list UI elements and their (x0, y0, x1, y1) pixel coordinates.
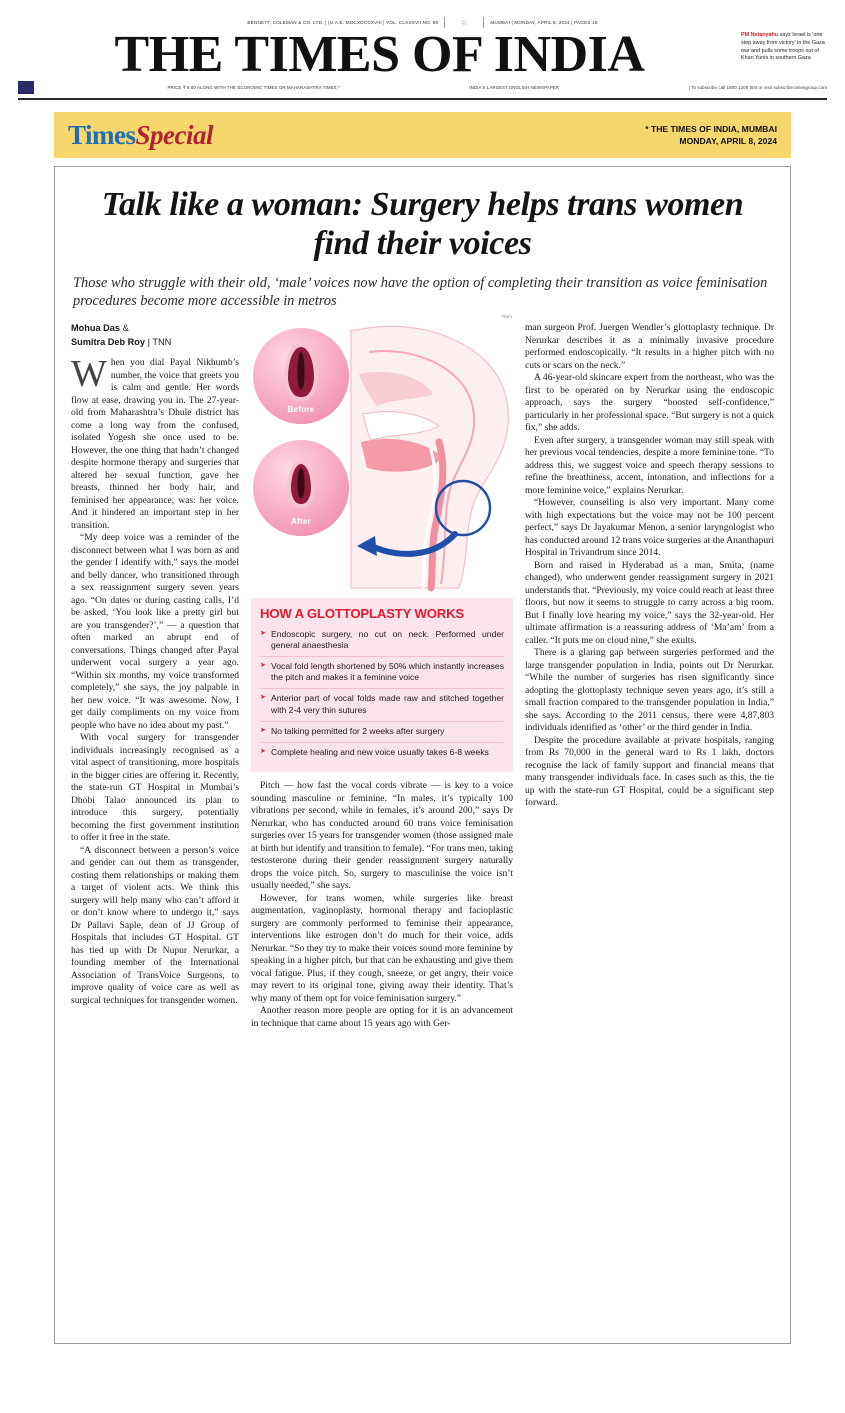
newsflash-text: says Israel is 'one step away from victory' in the Gaza war and pulls some troops out of Khan Yunis in southern Gaza (741, 32, 825, 62)
how-glottoplasty-works-box (251, 598, 513, 772)
paragraph: However, for trans women, while surgeries like breast augmentation, vaginoplasty, hormonal therapy and facioplastic surgery are commonly performed to feminise their appearance, interventions like estrogen don’t do much for their voice, adds Nerurkar. “So they try to make their voices sound more feminine by speaking in a higher pitch, but that can be exhausting and give them vocal fatigue. Plus, if they cough, sneeze, or get angry, their voice may revert to its original tone, giving away their identity. That’s why many of them opt for voice feminisation surgery.” (251, 892, 513, 1004)
vocal-folds-before-panel (253, 328, 349, 424)
vocal-folds-after-panel (253, 440, 349, 536)
times-special-logo-times: Times (68, 119, 136, 150)
article-deck: Those who struggle with their old, ‘male’ voices now have the option of completing their transition as voice feminisation procedures become more accessible in metros (73, 274, 768, 310)
newsflash-highlight: PM Netanyahu (741, 32, 779, 38)
toi-logo-icon (18, 81, 34, 94)
paragraph: Despite the procedure available at private hospitals, ranging from Rs 70,000 in the general ward to Rs 1 lakh, doctors recognise the lack of family support and financial means that many transgender individuals face. In cases such as this, the tie up with the state-run GT Hospital, could be a significant step forward. (525, 734, 774, 809)
times-special-logo (68, 120, 213, 151)
paragraph: With vocal surgery for transgender individuals increasingly recognised as a vital aspect of transitioning, more hospitals in the bigger cities are offering it. Recently, the state-run GT Hospital in Mumbai’s Dhobi Talao announced its plan to introduce this surgery, potentially becoming the first government institution to offer it free in the state. (71, 732, 239, 844)
list-item: ➤ Anterior part of vocal folds made raw and stitched together with 2-4 very thin sutures (260, 688, 504, 715)
masthead-topline-right: MUMBAI | MONDAY, APRIL 8, 2024 | PAGES 16 (490, 20, 598, 25)
article-column-1 (71, 322, 239, 1007)
masthead (18, 14, 827, 100)
list-item: ➤ Vocal fold length shortened by 50% which instantly increases the pitch and makes it a feminine voice (260, 656, 504, 683)
how-box-list (260, 629, 504, 758)
page-title: THE TIMES OF INDIA (114, 26, 645, 83)
vocal-folds-after-icon (291, 464, 311, 504)
special-dateline-line2: MONDAY, APRIL 8, 2024 (679, 136, 777, 147)
list-item: ➤ Complete healing and new voice usually takes 6-8 weeks (260, 742, 504, 758)
paragraph: “My deep voice was a reminder of the disconnect between what I was born as and the gender I identify with,” says the model and belly dancer, who transitioned through a sex reassignment surgery seven years ago. “On dates or during casting calls, I’d be asked, ‘You look like a pretty girl but are you transgender?’,” — a question that often marked an abrupt end of conversations. Things changed after Payal underwent vocal surgery a year ago. “Within six months, my voice transformed completely,” she says, the joy palpable in her new voice. “It was awesome. Now, I get daily compliments on my voice from people who have no idea about my past.” (71, 532, 239, 731)
article-columns (71, 314, 774, 1030)
paragraph: Pitch — how fast the vocal cords vibrate — is key to a voice sounding masculine or feminine. “In males, it’s typically 100 vibrations per second, while in females, it’s around 200,” says Dr Nerurkar, who has conducted around 60 trans voice feminisation surgeries over 15 years for transgender women (those assigned male at birth but identify and transition to female). “For trans men, taking testosterone during their gender reassignment surgery naturally drops the voice pitch. So, surgery to masculinise the voice isn’t usually needed,” she says. (251, 780, 513, 892)
how-box-title: HOW A GLOTTOPLASTY WORKS (260, 606, 464, 622)
drop-cap: W (71, 353, 107, 396)
label-before: Before (287, 404, 315, 414)
byline-author-1: Mohua Das (71, 323, 121, 334)
special-dateline (645, 123, 777, 149)
article-headline: Talk like a woman: Surgery helps trans women find their voices (101, 186, 744, 263)
special-dateline-line1: * THE TIMES OF INDIA, MUMBAI (645, 123, 777, 134)
newsflash-box (741, 30, 827, 63)
emblem-icon: ♘ (444, 17, 484, 28)
article-column-3 (525, 322, 774, 810)
subscribe-line: | To subscribe call 1800 1200 004 or visit subscribe.timesgroup.com (688, 85, 827, 91)
paragraph: “A disconnect between a person’s voice and gender can out them as transgender, costing them relationships or making them a target of violent acts. We think this surgery will help many who can’t afford it or don’t know where to undergo it,” says Dr Pallavi Saple, dean of JJ Group of Hospitals that includes GT Hospital. GT has tied up with Dr Nupur Nerurkar, a founding member of the International Association of TransVoice Surgeons, to improve quality of voice care as well as surgical techniques for transgender women. (71, 844, 239, 1006)
paragraph: Even after surgery, a transgender woman may still speak with her previous vocal tendencies, despite a more feminine tone. “To address this, we suggest voice and speech therapy sessions to refine the breathiness, accent, intonation, and inflections for a more feminine voice,” explains Nerurkar. (525, 434, 774, 496)
list-item: ➤ No talking permitted for 2 weeks after surgery (260, 721, 504, 737)
paragraph-text: hen you dial Payal Nikhumb’s number, the voice that greets you is calm and gentle. Her words flow at ease, drawing you in. The 27-year-old from Maharashtra’s Dhule district has come a long way from the confused, isolated Yogesh she once used to be. However, the one thing that hadn’t changed despite hormone therapy and surgeries that altered her sexual function, gave her breasts, thinned her body hair, and feminised her appearance, was: her voice. And it hindered an important step in her transition. (71, 357, 239, 531)
byline (71, 322, 239, 350)
byline-author-2: Sumitra Deb Roy (71, 337, 146, 348)
illustration-credit: Ram (502, 314, 512, 320)
times-special-band (54, 112, 791, 158)
article-column-2 (251, 314, 513, 1030)
masthead-topline-left: BENNETT, COLEMAN & CO. LTD. | (U.A.E. MOCXDCCXVIII | VOL. CLXXXVII NO. 80 (247, 20, 439, 25)
vocal-folds-before-icon (288, 347, 314, 397)
list-item: ➤ Endoscopic surgery, no cut on neck. Performed under general anaesthesia (260, 629, 504, 651)
tagline: INDIA'S LARGEST ENGLISH NEWSPAPER (469, 85, 560, 91)
times-special-logo-special: Special (135, 119, 214, 150)
paragraph: Born and raised in Hyderabad as a man, Smita, (name changed), who underwent gender reassignment surgery in 2021 understands that. “Previously, my voice could reach at least three floors, but now it seems to struggle to carry across a big room. But I finally love hearing my voice,” says the 32-year-old. Her ultimate affirmation is a reassuring address of ‘Ma’am’ from a caller. “It puts me on cloud nine,” she exults. (525, 559, 774, 646)
paragraph: Another reason more people are opting for it is an advancement in technique that came about 15 years ago with Ger- (251, 1005, 513, 1029)
label-after: After (290, 516, 312, 526)
byline-amp: & (122, 323, 129, 334)
paragraph (71, 353, 239, 532)
byline-agency: | TNN (147, 337, 172, 348)
head-anatomy-diagram (347, 322, 525, 594)
glottoplasty-illustration (251, 314, 513, 594)
paragraph: A 46-year-old skincare expert from the northeast, who was the first to be operated on by Nerurkar using the endoscopic approach, says the surgery “boosted self-confidence,” particularly in her professional space. “But surgery is not a quick fix,” she adds. (525, 372, 774, 434)
masthead-main (18, 26, 827, 83)
price-line: PRICE ₹ 5.00 ALONG WITH THE ECONOMIC TIMES OR MAHARASHTRA TIMES * (167, 84, 340, 90)
paragraph: “However, counselling is also very important. Many come with high expectations but the voice may not be 100 percent perfect,” says Dr Jayakumar Menon, a senior laryngologist who has conducted around 12 trans voice surgeries at the Ananthapuri Hospital in Trivandrum since 2014. (525, 497, 774, 559)
paragraph: man surgeon Prof. Juergen Wendler’s glottoplasty technique. Dr Nerurkar describes it as a minimally invasive procedure performed endoscopically. “It results in a higher pitch with no cuts or scars on the neck.” (525, 322, 774, 371)
article-frame (54, 166, 791, 1344)
masthead-logo (18, 81, 38, 94)
paragraph: There is a glaring gap between surgeries performed and the large transgender population in India, points out Dr Nerurkar. “While the number of surgeries has risen significantly since adopting the glottoplasty technique seven years ago, it’s still a small fraction compared to the transgender population in India,” she says. According to the 2011 census, there were 4,87,803 individuals identified as ‘other’ or the third gender in India. (525, 647, 774, 734)
article-column-2-text (251, 780, 513, 1030)
